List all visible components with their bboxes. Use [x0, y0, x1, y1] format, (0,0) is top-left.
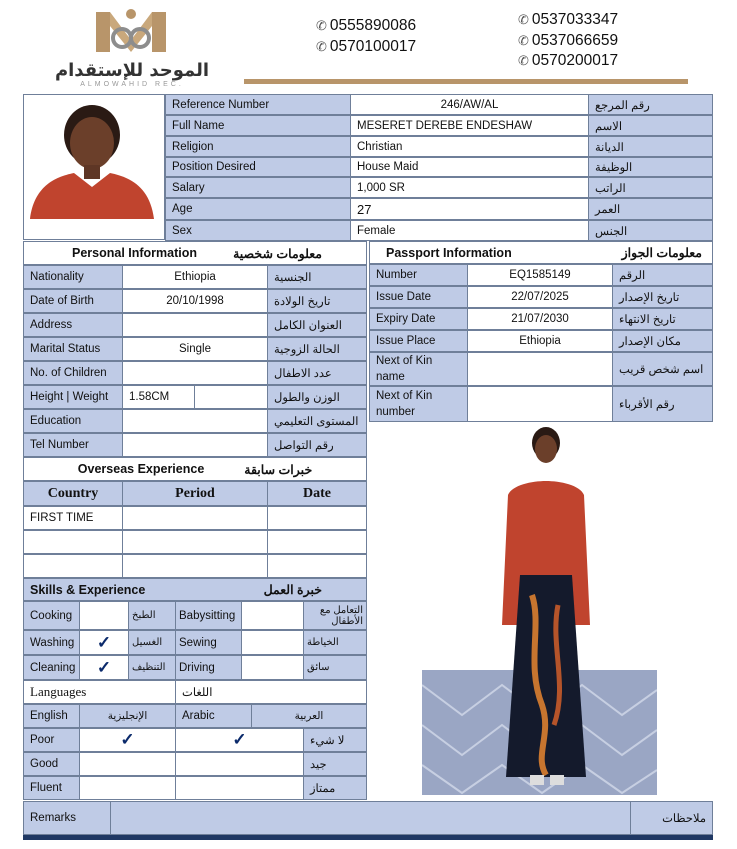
phone-number: 0537066659	[531, 32, 619, 49]
phone-left-1[interactable]	[316, 17, 416, 35]
passport-row-value[interactable]: EQ1585149	[467, 264, 613, 286]
language-english-check[interactable]: ✓	[79, 728, 176, 752]
remarks-label-ar: ملاحظات	[662, 813, 706, 825]
phone-icon: ✆	[316, 39, 327, 54]
skill-label-ar: التعامل مع الأطفال	[303, 601, 367, 630]
overseas-header	[23, 457, 367, 481]
personal-row-label-en: Height | Weight	[23, 385, 123, 409]
skills-header	[23, 578, 367, 601]
phone-number: 0537033347	[531, 11, 619, 28]
personal-row-label-en: Marital Status	[23, 337, 123, 361]
personal-row-value-2[interactable]	[194, 385, 268, 409]
phone-icon: ✆	[518, 33, 529, 48]
personal-row-value[interactable]: 1.58CM	[122, 385, 195, 409]
language-level-label-ar: ممتاز	[303, 776, 367, 800]
passport-row-label-en: Issue Date	[369, 286, 468, 308]
portrait-photo	[24, 95, 164, 239]
passport-row-value[interactable]: Ethiopia	[467, 330, 613, 352]
language-arabic-label-ar: العربية	[251, 704, 367, 728]
skill-label-ar: الغسيل	[128, 630, 176, 655]
passport-row-label-en: Next of Kin name	[369, 352, 468, 386]
language-english-label: English	[23, 704, 80, 728]
skills-title-ar: خبرة العمل	[263, 583, 322, 597]
overseas-title-ar: خبرات سابقة	[244, 462, 313, 477]
remarks-label-en: Remarks	[30, 812, 77, 824]
language-level-label-ar: لا شيء	[303, 728, 367, 752]
passport-row-label-en: Expiry Date	[369, 308, 468, 330]
top-row-value[interactable]: Christian	[350, 136, 589, 157]
skill-label-en: Babysitting	[175, 601, 242, 630]
overseas-column-header: Country	[23, 481, 123, 506]
language-arabic-check[interactable]	[175, 776, 304, 800]
personal-row-value[interactable]	[122, 361, 268, 385]
passport-row-label-ar: مكان الإصدار	[612, 330, 713, 352]
passport-row-value[interactable]	[467, 386, 613, 422]
top-row-label-ar: الجنس	[588, 220, 713, 241]
personal-info-header	[23, 241, 367, 265]
top-row-value[interactable]: 27	[350, 198, 589, 220]
personal-info-title-en: Personal Information	[72, 246, 198, 260]
overseas-cell[interactable]	[267, 554, 367, 578]
top-row-label-ar: الاسم	[588, 115, 713, 136]
personal-row-label-ar: الوزن والطول	[267, 385, 367, 409]
top-row-label-en: Age	[165, 198, 351, 220]
language-arabic-check[interactable]: ✓	[175, 728, 304, 752]
overseas-cell[interactable]	[122, 506, 268, 530]
overseas-cell[interactable]	[267, 530, 367, 554]
passport-info-header	[369, 241, 713, 264]
personal-row-label-ar: المستوى التعليمي	[267, 409, 367, 433]
top-row-value[interactable]: House Maid	[350, 157, 589, 177]
language-arabic-check[interactable]	[175, 752, 304, 776]
personal-row-value[interactable]	[122, 313, 268, 337]
top-row-value[interactable]: 1,000 SR	[350, 177, 589, 198]
skill-check[interactable]	[241, 630, 304, 655]
language-level-label-ar: جيد	[303, 752, 367, 776]
personal-row-label-ar: العنوان الكامل	[267, 313, 367, 337]
passport-info-title-en: Passport Information	[386, 245, 512, 260]
passport-row-label-en: Next of Kin number	[369, 386, 468, 422]
top-row-value[interactable]: MESERET DEREBE ENDESHAW	[350, 115, 589, 136]
personal-row-value[interactable]: Ethiopia	[122, 265, 268, 289]
top-row-label-en: Reference Number	[165, 94, 351, 115]
language-level-label: Poor	[23, 728, 80, 752]
phone-right-2[interactable]	[518, 32, 618, 50]
phone-left-2[interactable]	[316, 38, 416, 56]
skill-label-en: Sewing	[175, 630, 242, 655]
passport-row-label-ar: الرقم	[612, 264, 713, 286]
top-row-label-ar: الوظيفة	[588, 157, 713, 177]
phone-number: 0555890086	[329, 17, 417, 34]
portrait-frame	[23, 94, 165, 240]
top-row-label-ar: العمر	[588, 198, 713, 220]
language-english-label-ar: الإنجليزية	[79, 704, 176, 728]
top-row-label-en: Full Name	[165, 115, 351, 136]
skill-label-en: Washing	[23, 630, 80, 655]
personal-info-title-ar: معلومات شخصية	[233, 246, 322, 261]
phone-number: 0570200017	[531, 52, 619, 69]
passport-row-label-ar: رقم الأقرباء	[612, 386, 713, 422]
skill-check[interactable]	[79, 601, 129, 630]
top-row-label-en: Salary	[165, 177, 351, 198]
overseas-column-header: Date	[267, 481, 367, 506]
languages-title-ar: اللغات	[175, 680, 367, 704]
skill-check[interactable]: ✓	[79, 630, 129, 655]
passport-row-value[interactable]	[467, 352, 613, 386]
phone-icon: ✆	[518, 53, 529, 68]
remarks-divider	[110, 801, 111, 835]
personal-row-label-ar: رقم التواصل	[267, 433, 367, 457]
language-english-check[interactable]	[79, 776, 176, 800]
language-level-label: Good	[23, 752, 80, 776]
personal-row-label-en: Nationality	[23, 265, 123, 289]
phone-right-3[interactable]	[518, 52, 618, 70]
overseas-column-header: Period	[122, 481, 268, 506]
overseas-title-en: Overseas Experience	[77, 462, 205, 476]
overseas-cell[interactable]: FIRST TIME	[23, 506, 123, 530]
languages-title-en: Languages	[23, 680, 176, 704]
personal-row-value[interactable]: Single	[122, 337, 268, 361]
phone-icon: ✆	[518, 12, 529, 27]
footer-bar	[23, 835, 713, 840]
passport-row-label-ar: تاريخ الإصدار	[612, 286, 713, 308]
header-divider	[244, 79, 688, 84]
full-body-photo	[422, 425, 657, 795]
language-level-label: Fluent	[23, 776, 80, 800]
skill-label-en: Cooking	[23, 601, 80, 630]
company-name-en: ALMOWAHID REC.	[80, 81, 184, 88]
phone-number: 0570100017	[329, 38, 417, 55]
skill-label-ar: الخياطة	[303, 630, 367, 655]
personal-row-label-en: Address	[23, 313, 123, 337]
personal-row-label-ar: الحالة الزوجية	[267, 337, 367, 361]
skill-check[interactable]: ✓	[79, 655, 129, 680]
top-row-label-ar: رقم المرجع	[588, 94, 713, 115]
skill-label-en: Cleaning	[23, 655, 80, 680]
passport-row-value[interactable]: 21/07/2030	[467, 308, 613, 330]
skill-label-ar: سائق	[303, 655, 367, 680]
overseas-cell[interactable]	[23, 554, 123, 578]
personal-row-value[interactable]	[122, 409, 268, 433]
passport-row-label-en: Number	[369, 264, 468, 286]
company-logo	[92, 4, 170, 60]
top-row-value[interactable]: Female	[350, 220, 589, 241]
skill-label-ar: التنظيف	[128, 655, 176, 680]
skill-label-ar: الطبخ	[128, 601, 176, 630]
language-english-check[interactable]	[79, 752, 176, 776]
personal-row-label-ar: الجنسية	[267, 265, 367, 289]
skill-check[interactable]	[241, 601, 304, 630]
passport-row-value[interactable]: 22/07/2025	[467, 286, 613, 308]
top-row-label-ar: الديانة	[588, 136, 713, 157]
personal-row-label-ar: تاريخ الولادة	[267, 289, 367, 313]
phone-right-1[interactable]	[518, 11, 618, 29]
skills-title-en: Skills & Experience	[30, 582, 146, 597]
remarks-divider	[630, 801, 631, 835]
personal-row-label-ar: عدد الاطفال	[267, 361, 367, 385]
skill-label-en: Driving	[175, 655, 242, 680]
overseas-cell[interactable]	[267, 506, 367, 530]
top-row-value[interactable]: 246/AW/AL	[350, 94, 589, 115]
overseas-cell[interactable]	[122, 554, 268, 578]
personal-row-value[interactable]	[122, 433, 268, 457]
personal-row-label-en: No. of Children	[23, 361, 123, 385]
personal-row-label-en: Date of Birth	[23, 289, 123, 313]
company-name-ar: الموحد للإستقدام	[54, 60, 210, 81]
personal-row-value[interactable]: 20/10/1998	[122, 289, 268, 313]
passport-info-title-ar: معلومات الجواز	[621, 246, 702, 260]
skill-check[interactable]	[241, 655, 304, 680]
top-row-label-en: Religion	[165, 136, 351, 157]
top-row-label-ar: الراتب	[588, 177, 713, 198]
personal-row-label-en: Education	[23, 409, 123, 433]
top-row-label-en: Position Desired	[165, 157, 351, 177]
personal-row-label-en: Tel Number	[23, 433, 123, 457]
phone-icon: ✆	[316, 18, 327, 33]
passport-row-label-en: Issue Place	[369, 330, 468, 352]
language-arabic-label: Arabic	[175, 704, 252, 728]
top-row-label-en: Sex	[165, 220, 351, 241]
overseas-cell[interactable]	[23, 530, 123, 554]
remarks-row	[23, 801, 713, 835]
passport-row-label-ar: اسم شخص قريب	[612, 352, 713, 386]
passport-row-label-ar: تاريخ الانتهاء	[612, 308, 713, 330]
overseas-cell[interactable]	[122, 530, 268, 554]
